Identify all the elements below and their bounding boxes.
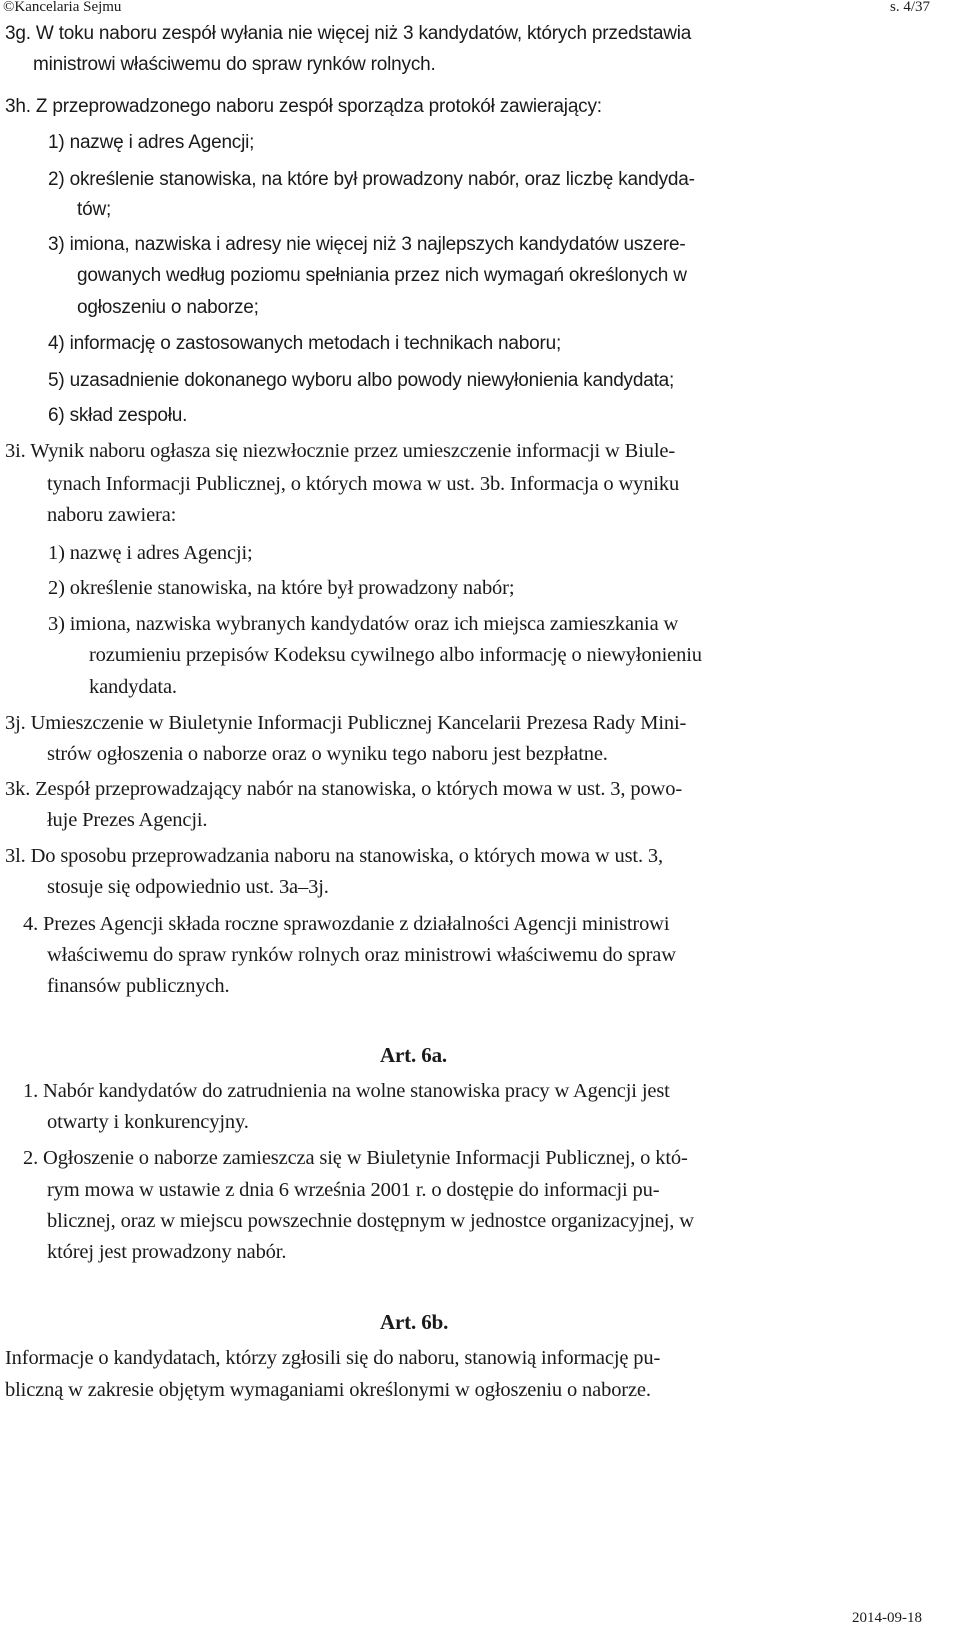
para-3i-item2: 2) określenie stanowiska, na które był prowadzony nabór; xyxy=(48,577,515,599)
para-3h-item3-line1: 3) imiona, nazwiska i adresy nie więcej niż 3 najlepszych kandydatów uszere- xyxy=(48,234,686,255)
para-3h-item3-line3: ogłoszeniu o naborze; xyxy=(77,297,259,318)
header-page-number: s. 4/37 xyxy=(890,0,931,15)
para-4-line2: właściwemu do spraw rynków rolnych oraz ministrowi właściwemu do spraw xyxy=(47,944,676,966)
para-3l-line1: 3l. Do sposobu przeprowadzania naboru na stanowiska, o których mowa w ust. 3, xyxy=(5,845,663,867)
para-3h-item4: 4) informację o zastosowanych metodach i technikach naboru; xyxy=(48,333,562,354)
para-3h-item1: 1) nazwę i adres Agencji; xyxy=(48,132,255,153)
article-6a-para2-line2: rym mowa w ustawie z dnia 6 września 2001 r. o dostępie do informacji pu- xyxy=(47,1179,660,1201)
para-3k-line2: łuje Prezes Agencji. xyxy=(47,809,208,831)
para-3i-line1: 3i. Wynik naboru ogłasza się niezwłocznie przez umieszczenie informacji w Biule- xyxy=(5,440,676,462)
article-6a-para1-line1: 1. Nabór kandydatów do zatrudnienia na wolne stanowiska pracy w Agencji jest xyxy=(23,1080,670,1102)
article-6a-title: Art. 6a. xyxy=(380,1043,448,1067)
article-6a-para1-line2: otwarty i konkurencyjny. xyxy=(47,1111,249,1133)
article-6a-para2-line1: 2. Ogłoszenie o naborze zamieszcza się w Biuletynie Informacji Publicznej, o któ- xyxy=(23,1147,688,1169)
para-3h-item6: 6) skład zespołu. xyxy=(48,405,188,426)
para-3i-line3: naboru zawiera: xyxy=(47,504,177,526)
para-3l-line2: stosuje się odpowiednio ust. 3a–3j. xyxy=(47,876,329,898)
para-4-line3: finansów publicznych. xyxy=(47,975,230,997)
para-3g-line2: ministrowi właściwemu do spraw rynków rolnych. xyxy=(33,54,436,75)
para-3k-line1: 3k. Zespół przeprowadzający nabór na stanowiska, o których mowa w ust. 3, powo- xyxy=(5,778,682,800)
para-3h-line1: 3h. Z przeprowadzonego naboru zespół sporządza protokół zawierający: xyxy=(5,96,602,117)
para-3h-item5: 5) uzasadnienie dokonanego wyboru albo powody niewyłonienia kandydata; xyxy=(48,370,675,391)
para-3j-line2: strów ogłoszenia o naborze oraz o wyniku tego naboru jest bezpłatne. xyxy=(47,743,608,765)
header-copyright: ©Kancelaria Sejmu xyxy=(3,0,122,15)
para-3h-item2-line2: tów; xyxy=(77,199,112,220)
para-3h-item3-line2: gowanych według poziomu spełniania przez nich wymagań określonych w xyxy=(77,265,687,286)
para-3h-item2-line1: 2) określenie stanowiska, na które był prowadzony nabór, oraz liczbę kandyda- xyxy=(48,169,695,190)
article-6a-para2-line3: blicznej, oraz w miejscu powszechnie dostępnym w jednostce organizacyjnej, w xyxy=(47,1210,694,1232)
para-3i-item1: 1) nazwę i adres Agencji; xyxy=(48,542,253,564)
article-6b-line2: bliczną w zakresie objętym wymaganiami określonymi w ogłoszeniu o naborze. xyxy=(5,1379,651,1401)
para-3g-line1: 3g. W toku naboru zespół wyłania nie więcej niż 3 kandydatów, których przedstawia xyxy=(5,23,692,44)
para-3i-item3-line2: rozumieniu przepisów Kodeksu cywilnego albo informację o niewyłonieniu xyxy=(89,644,702,666)
article-6a-para2-line4: której jest prowadzony nabór. xyxy=(47,1241,287,1263)
para-4-line1: 4. Prezes Agencji składa roczne sprawozdanie z działalności Agencji ministrowi xyxy=(23,913,670,935)
article-6b-title: Art. 6b. xyxy=(380,1310,449,1334)
para-3i-line2: tynach Informacji Publicznej, o których mowa w ust. 3b. Informacja o wyniku xyxy=(47,473,680,495)
footer-date: 2014-09-18 xyxy=(852,1610,922,1626)
article-6b-line1: Informacje o kandydatach, którzy zgłosili się do naboru, stanowią informację pu- xyxy=(5,1347,661,1369)
para-3i-item3-line3: kandydata. xyxy=(89,676,177,698)
para-3i-item3-line1: 3) imiona, nazwiska wybranych kandydatów oraz ich miejsca zamieszkania w xyxy=(48,613,679,635)
para-3j-line1: 3j. Umieszczenie w Biuletynie Informacji Publicznej Kancelarii Prezesa Rady Mini- xyxy=(5,712,687,734)
